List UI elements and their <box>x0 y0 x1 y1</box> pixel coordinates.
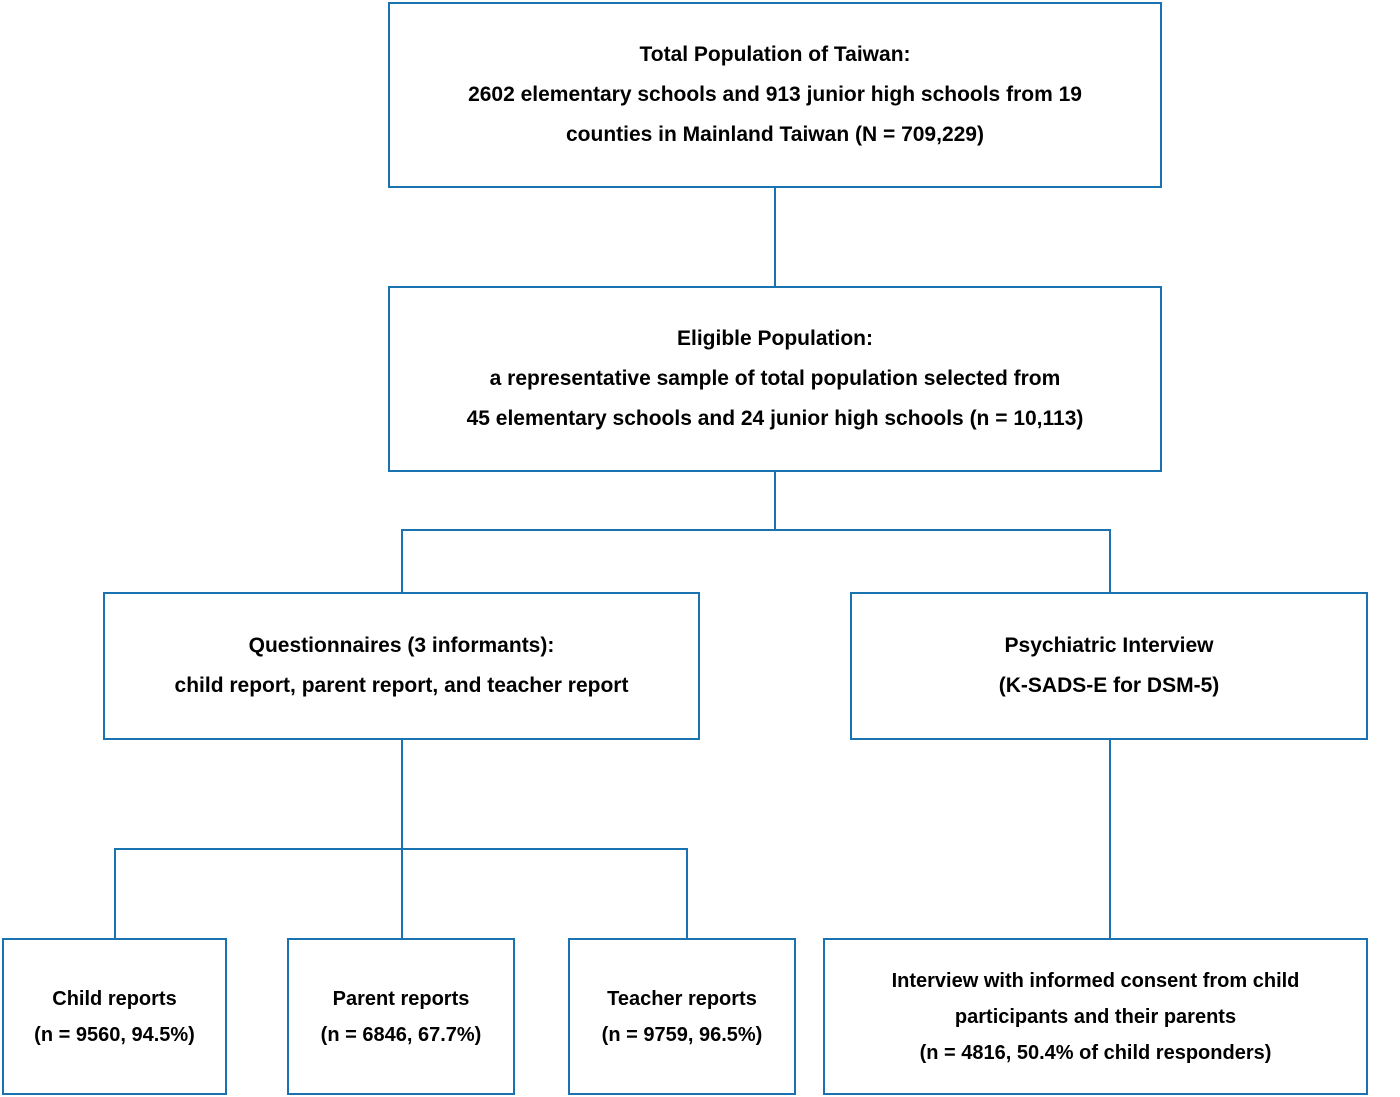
node-psychiatric-interview-line-1: Psychiatric Interview <box>1004 634 1214 657</box>
connector-bus-to-psychiatric <box>1109 529 1111 592</box>
connector-psychiatric-to-interview <box>1109 740 1111 938</box>
node-psychiatric-interview <box>850 592 1368 740</box>
node-parent-reports-line-1: Parent reports <box>332 987 470 1010</box>
connector-total-to-eligible <box>774 188 776 286</box>
node-total-population-line-2: 2602 elementary schools and 913 junior high schools from 19 <box>468 83 1082 106</box>
node-questionnaires-line-2: child report, parent report, and teacher report <box>174 674 629 697</box>
node-total-population-line-1: Total Population of Taiwan: <box>639 43 911 66</box>
connector-bus-to-questionnaires <box>401 529 403 592</box>
node-questionnaires-line-1: Questionnaires (3 informants): <box>248 634 555 657</box>
node-interview-consent-line-2: participants and their parents <box>954 1005 1237 1028</box>
node-teacher-reports <box>568 938 796 1095</box>
connector-bus-to-child-reports <box>114 848 116 938</box>
node-parent-reports <box>287 938 515 1095</box>
node-eligible-population-line-3: 45 elementary schools and 24 junior high schools (n = 10,113) <box>466 407 1084 430</box>
node-child-reports <box>2 938 227 1095</box>
connector-bus-to-teacher-reports <box>686 848 688 938</box>
connector-eligible-bus <box>401 529 1111 531</box>
connector-eligible-stem <box>774 472 776 530</box>
connector-bus-to-parent-reports <box>401 848 403 938</box>
node-eligible-population-line-1: Eligible Population: <box>677 327 873 350</box>
node-total-population-line-3: counties in Mainland Taiwan (N = 709,229) <box>566 123 984 146</box>
node-eligible-population-line-2: a representative sample of total population selected from <box>489 367 1061 390</box>
node-teacher-reports-line-2: (n = 9759, 96.5%) <box>601 1023 763 1046</box>
node-teacher-reports-line-1: Teacher reports <box>607 987 757 1010</box>
node-child-reports-line-1: Child reports <box>52 987 177 1010</box>
node-child-reports-line-2: (n = 9560, 94.5%) <box>34 1023 195 1046</box>
connector-questionnaires-stem <box>401 740 403 849</box>
node-interview-consent-line-1: Interview with informed consent from child <box>891 969 1300 992</box>
node-interview-consent-line-3: (n = 4816, 50.4% of child responders) <box>919 1041 1272 1064</box>
node-interview-consent <box>823 938 1368 1095</box>
node-total-population <box>388 2 1162 188</box>
node-eligible-population <box>388 286 1162 472</box>
node-parent-reports-line-2: (n = 6846, 67.7%) <box>320 1023 482 1046</box>
node-questionnaires <box>103 592 700 740</box>
node-psychiatric-interview-line-2: (K-SADS-E for DSM-5) <box>998 674 1220 697</box>
